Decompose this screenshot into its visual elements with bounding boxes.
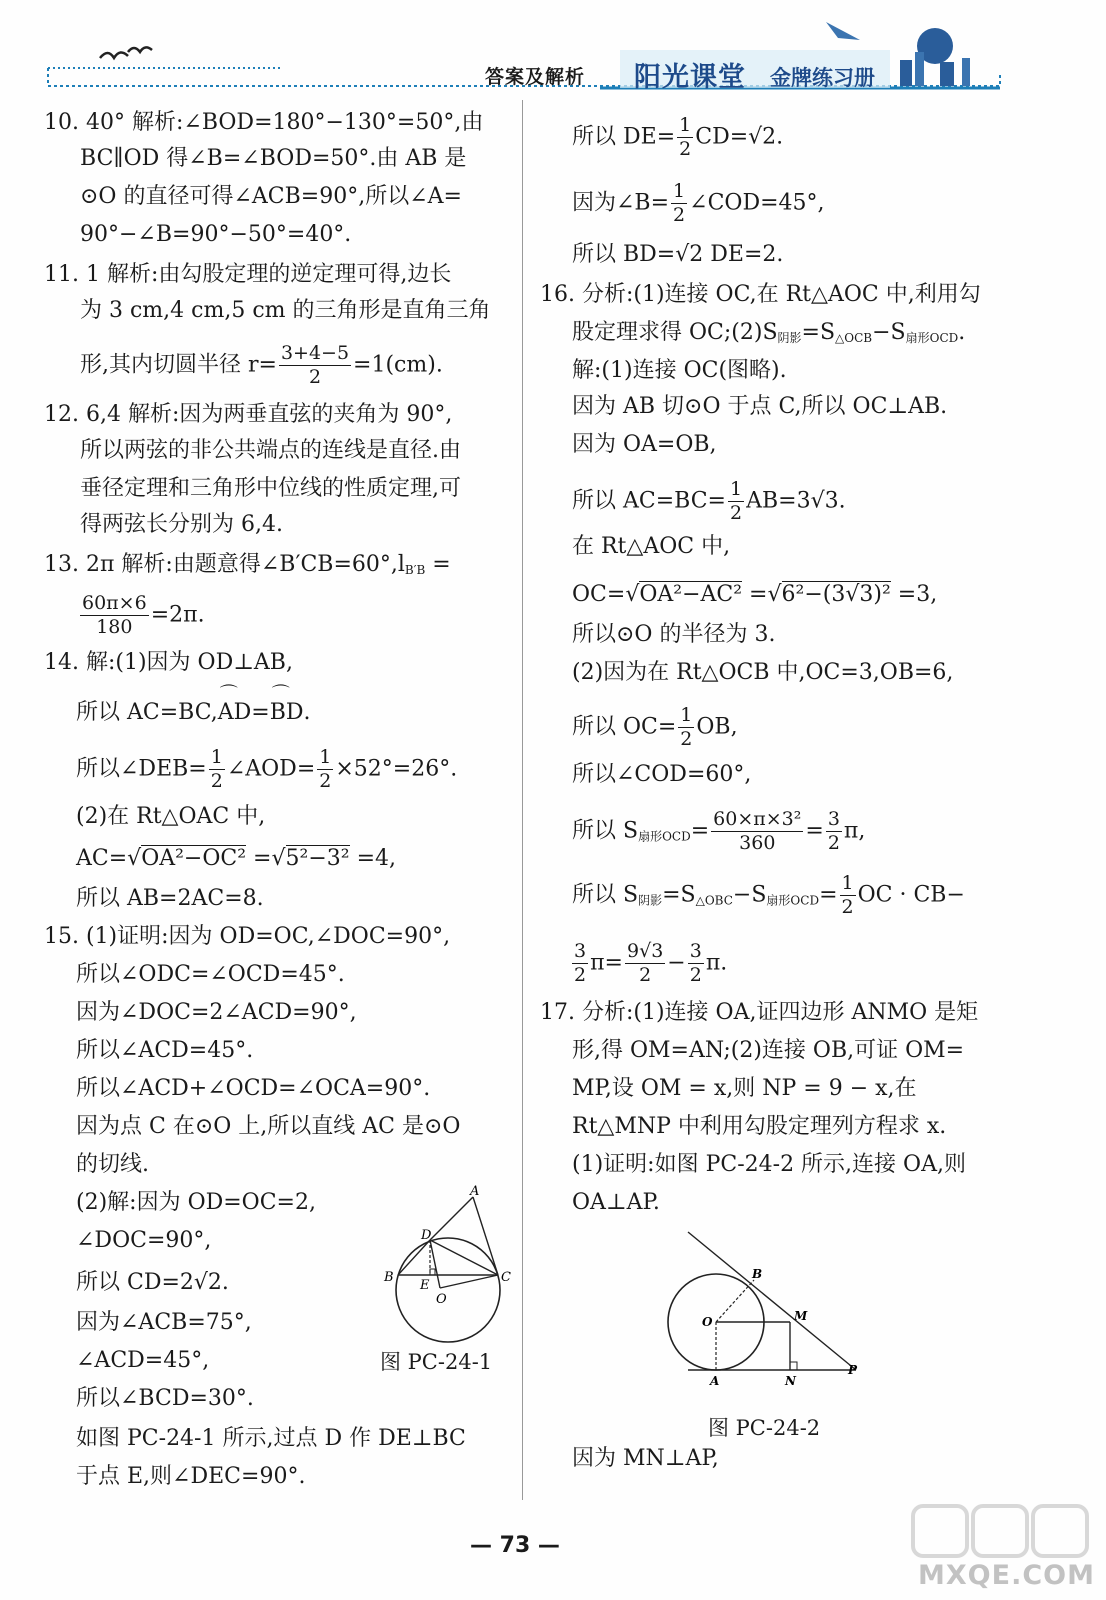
numerator: 1 [319,746,332,768]
text-line: 垂径定理和三角形中位线的性质定理,可 [80,476,461,501]
numerator: 1 [730,478,743,500]
text-span: 股定理求得 OC;(2)S [572,320,778,345]
subscript: 扇形OCD [905,331,959,345]
text-line: ∠ACD=45°, [76,1348,210,1373]
formula-line [540,480,846,523]
text-span: AC= [76,846,128,871]
text-line: 15. (1)证明:因为 OD=OC,∠DOC=90°, [44,924,451,949]
text-span: ×52°=26°. [335,756,458,782]
numerator: 3+4−5 [280,342,350,364]
text-span: =4, [349,846,397,871]
text-line: BC∥OD 得∠B=∠BOD=50°.由 AB 是 [80,146,467,171]
formula-line [540,706,738,749]
formula-line [44,344,443,387]
text-span: 所以 S [572,882,639,908]
fraction [677,116,693,159]
text-span: = [246,846,272,871]
text-span: =S [662,882,696,908]
text-line: 所以 AB=2AC=8. [76,886,264,911]
radicand: 6²−(3√3)² [781,582,891,607]
fraction [840,874,856,917]
point-label: O [702,1315,713,1329]
denominator: 2 [689,964,702,986]
fraction [80,594,149,637]
fraction [671,182,687,225]
denominator: 2 [210,770,223,792]
point-label: P [848,1363,858,1377]
text-span: −S [732,882,767,908]
fraction [728,480,744,523]
text-span: π, [843,818,866,844]
denominator: 180 [96,616,133,638]
arc-ad: ⌒ AD [218,698,252,728]
subscript: 扇形OCD [638,829,691,844]
text-span: ∠AOD= [226,756,316,782]
text-line: ∠DOC=90°, [76,1228,212,1253]
text-line: 为 3 cm,4 cm,5 cm 的三角形是直角三角 [80,298,491,323]
text-line: 的切线. [76,1152,149,1177]
formula-line [44,748,457,791]
text-span: 形,其内切圆半径 r= [80,352,277,378]
numerator: 9√3 [627,940,664,962]
formula-line [540,116,783,159]
fraction [572,942,588,985]
denominator: 2 [841,896,854,918]
formula-line [540,810,865,853]
numerator: 3 [827,808,840,830]
text-span: =S [801,320,836,345]
formula-line [540,580,937,610]
sqrt-sign: √ [271,846,286,871]
formula-line [540,182,825,225]
denominator: 360 [739,832,776,854]
text-line: 所以 CD=2√2. [76,1270,229,1295]
header-series-name: 阳光课堂 [634,62,746,93]
text-line: 17. 分析:(1)连接 OA,证四边形 ANMO 是矩 [540,1000,979,1025]
subscript: △OCB [835,331,873,345]
text-line: 所以两弦的非公共端点的连线是直径.由 [80,438,461,463]
text-line: 所以∠COD=60°, [572,762,752,787]
formula-line [540,874,965,917]
text-line: 得两弦长分别为 6,4. [80,512,283,537]
point-label: A [470,1185,480,1199]
text-span: 所以 AC=BC= [572,488,726,514]
figure-pc-24-1 [378,1185,518,1345]
text-line: 所以∠ACD=45°. [76,1038,254,1063]
fraction [711,810,803,853]
text-line: 因为∠ACB=75°, [76,1310,252,1335]
text-line: 所以∠ACD+∠OCD=∠OCA=90°. [76,1076,431,1101]
denominator: 2 [319,770,332,792]
numerator: 1 [679,114,692,136]
text-line: MP,设 OM = x,则 NP = 9 − x,在 [572,1076,917,1101]
text-span: = [690,818,710,844]
subscript: 扇形OCD [766,893,820,908]
text-line: (2)因为在 Rt△OCB 中,OC=3,OB=6, [572,660,954,685]
text-line: ⊙O 的直径可得∠ACB=90°,所以∠A= [80,184,462,209]
point-label: B [752,1267,763,1281]
text-span: OC · CB− [857,882,965,908]
text-line: 因为 AB 切⊙O 于点 C,所以 OC⊥AB. [572,394,948,419]
point-label: N [785,1374,796,1388]
watermark-text: MXQE.COM [918,1560,1095,1591]
text-line: 10. 40° 解析:∠BOD=180°−130°=50°,由 [44,110,484,135]
text-line: 90°−∠B=90°−50°=40°. [80,222,352,247]
denominator: 2 [308,366,322,388]
numerator: 1 [841,872,854,894]
text-span: OB, [696,714,738,740]
text-span: CD=√2. [695,124,784,150]
text-line: 所以 BD=√2 DE=2. [572,242,784,267]
text-span: . [303,700,311,725]
text-span: 所以 AC=BC, [76,700,218,725]
text-line: 于点 E,则∠DEC=90°. [76,1464,306,1489]
fraction [625,942,665,985]
subscript: 阴影 [638,893,663,908]
fraction [826,810,842,853]
text-line: 所以⊙O 的半径为 3. [572,622,776,647]
text-line: Rt△MNP 中利用勾股定理列方程求 x. [572,1114,947,1139]
bird-icon [100,52,128,58]
text-span: 所以 S [572,818,639,844]
text-span: =3, [890,582,938,607]
numerator: 3 [689,940,702,962]
text-span: OC= [572,582,626,607]
page-header [0,0,1106,100]
radicand: OA²−AC² [639,582,743,607]
arc-bd: ⌒ BD [270,698,304,728]
text-line: (2)在 Rt△OAC 中, [76,804,266,829]
text-line: 所以∠ODC=∠OCD=45°. [76,962,345,987]
text-span: 所以∠DEB= [76,756,207,782]
bird-icon [128,47,152,52]
text-span: AB=3√3. [746,488,846,514]
sqrt-sign: √ [625,582,640,607]
sqrt-sign: √ [127,846,142,871]
text-span: = [742,582,768,607]
numerator: 60×π×3² [713,808,802,830]
text-line: (1)证明:如图 PC-24-2 所示,连接 OA,则 [572,1152,966,1177]
text-line: 所以∠BCD=30°. [76,1386,254,1411]
subscript: 阴影 [777,331,802,345]
text-line: 形,得 OM=AN;(2)连接 OB,可证 OM= [572,1038,965,1063]
point-label: O [436,1292,447,1307]
text-span: = [425,552,451,577]
column-divider [522,100,523,1500]
denominator: 2 [827,832,840,854]
text-line: 14. 解:(1)因为 OD⊥AB, [44,650,293,675]
figure-caption: 图 PC-24-2 [708,1416,821,1440]
text-span: π= [590,950,623,976]
text-span: ∠COD=45°, [689,190,825,216]
fraction [688,942,704,985]
sqrt-sign: √ [767,582,782,607]
numerator: 1 [673,180,686,202]
text-line: 如图 PC-24-1 所示,过点 D 作 DE⊥BC [76,1426,466,1451]
text-span: 因为∠B= [572,190,670,216]
point-label: C [501,1270,511,1285]
subscript: B′B [404,563,426,577]
figure-caption: 图 PC-24-1 [380,1350,493,1374]
denominator: 2 [673,204,686,226]
denominator: 2 [680,728,693,750]
formula-line [540,942,727,985]
point-label: B [384,1270,394,1285]
paper-plane-icon [826,22,860,40]
radicand: 5²−3² [285,846,350,871]
point-label: E [420,1278,430,1293]
text-line: 因为点 C 在⊙O 上,所以直线 AC 是⊙O [76,1114,461,1139]
text-line: (2)解:因为 OD=OC=2, [76,1190,316,1215]
formula-line [540,318,965,353]
text-line: 16. 分析:(1)连接 OC,在 Rt△AOC 中,利用勾 [540,282,981,307]
text-span: 所以 OC= [572,714,677,740]
formula-line [44,844,396,874]
numerator: 3 [574,940,587,962]
text-span: − [667,950,686,976]
text-span: 13. 2π 解析:由题意得∠B′CB=60°,l [44,552,405,577]
denominator: 2 [730,502,743,524]
text-span: =1(cm). [353,352,443,378]
page-number: — 73 — [470,1533,560,1558]
point-label: M [794,1309,808,1323]
text-span: = [805,818,824,844]
text-line: OA⊥AP. [572,1190,660,1215]
radicand: OA²−OC² [141,846,247,871]
text-line: 因为∠DOC=2∠ACD=90°, [76,1000,357,1025]
text-line: 因为 OA=OB, [572,432,717,457]
denominator: 2 [639,964,652,986]
fraction [279,344,351,387]
header-answer-label: 答案及解析 [485,66,586,88]
point-label: D [421,1228,432,1243]
text-line: 11. 1 解析:由勾股定理的逆定理可得,边长 [44,262,452,287]
point-label: A [710,1374,720,1388]
fraction [678,706,694,749]
text-span: = [819,882,838,908]
text-span: 所以 DE= [572,124,676,150]
figure-pc-24-2 [660,1228,870,1398]
text-line: 解:(1)连接 OC(图略). [572,358,787,383]
text-line: 在 Rt△AOC 中, [572,534,731,559]
formula-line [44,698,311,728]
fraction [209,748,225,791]
text-span: = [251,700,270,725]
fraction [317,748,333,791]
numerator: 1 [210,746,223,768]
denominator: 2 [679,138,692,160]
text-span: −S [872,320,906,345]
numerator: 60π×6 [82,592,147,614]
formula-line [44,550,451,585]
text-span: . [958,320,966,345]
header-book-name: 金牌练习册 [770,65,875,90]
numerator: 1 [680,704,693,726]
text-span: π. [705,950,728,976]
subscript: △OBC [695,893,733,908]
text-line: 因为 MN⊥AP, [572,1446,719,1471]
text-line: 12. 6,4 解析:因为两垂直弦的夹角为 90°, [44,402,453,427]
text-span: =2π. [150,602,205,628]
denominator: 2 [574,964,587,986]
formula-line [44,594,205,637]
